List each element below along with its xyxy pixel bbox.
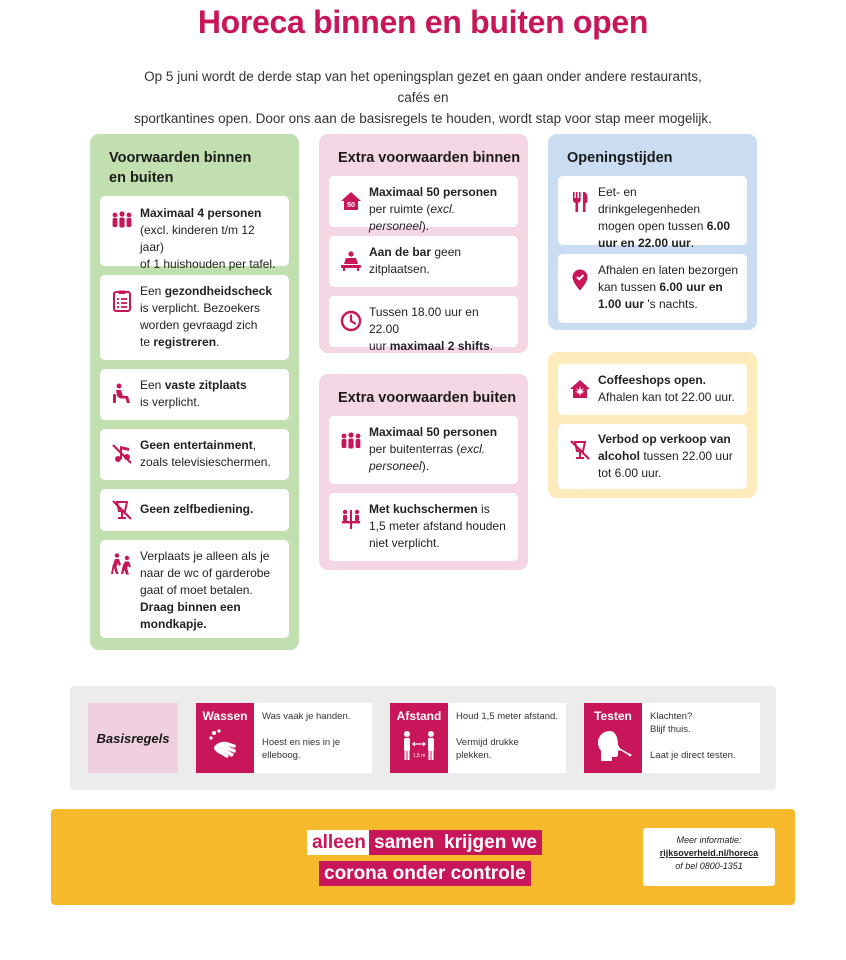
slogan-alleen: alleen: [307, 830, 371, 855]
slogan-banner: [51, 809, 795, 905]
card-max-4: Maximaal 4 personen (excl. kinderen t/m 12 jaar) of 1 huishouden per tafel.: [100, 196, 289, 266]
card-verbod-alcohol: Verbod op verkoop van alcohol tussen 22.00 uur tot 6.00 uur.: [558, 424, 747, 489]
group-people-icon: [110, 209, 134, 233]
test-swab-icon: [596, 729, 632, 765]
card-vaste-zitplaats: Een vaste zitplaats is verplicht.: [100, 369, 289, 420]
no-alcohol-icon: [568, 438, 592, 462]
info-box: Meer informatie: rijksoverheid.nl/horeca of bel 0800-1351: [643, 828, 775, 886]
clock-icon: [339, 309, 363, 333]
extra-buiten-heading: Extra voorwaarden buiten: [338, 390, 517, 406]
page-title: Horeca binnen en buiten open: [197, 4, 649, 40]
clipboard-check-icon: [110, 289, 134, 313]
basisregels-label: Basisregels: [88, 703, 178, 773]
extra-binnen-panel: [319, 134, 528, 353]
coffeeshops-panel: [548, 352, 757, 498]
openingstijden-panel: [548, 134, 757, 330]
bar-person-icon: [339, 249, 363, 273]
slogan-corona: corona onder controle: [319, 861, 531, 886]
walking-people-icon: [110, 552, 134, 576]
cannabis-house-icon: [568, 377, 592, 401]
intro-line-1: Op 5 juni wordt de derde stap van het openingsplan gezet en gaan onder andere restaurants, cafés en: [144, 69, 702, 105]
location-pin-icon: [568, 268, 592, 292]
card-geen-entertainment: Geen entertainment, zoals televisieschermen.: [100, 429, 289, 480]
card-afhalen: Afhalen en laten bezorgen kan tussen 6.00 uur en 1.00 uur 's nachts.: [558, 254, 747, 323]
distance-icon: [402, 729, 436, 767]
slogan-samen: samen: [369, 830, 439, 855]
seated-person-icon: [110, 382, 134, 406]
card-shifts: Tussen 18.00 uur en 22.00 uur maximaal 2 shifts.: [329, 296, 518, 347]
rule-afstand: Afstand 1,5 m Houd 1,5 meter afstand. Vermijd drukke plekken.: [390, 703, 566, 773]
extra-buiten-panel: [319, 374, 528, 570]
info-link[interactable]: rijksoverheid.nl/horeca: [659, 848, 759, 858]
card-eet-drink: Eet- en drinkgelegenheden mogen open tussen 6.00 uur en 22.00 uur.: [558, 176, 747, 245]
basisregels-bar: [70, 686, 776, 790]
svg-text:1,5 m: 1,5 m: [412, 753, 426, 759]
card-kuchschermen: Met kuchschermen is 1,5 meter afstand houden niet verplicht.: [329, 493, 518, 561]
intro-text: [130, 66, 716, 129]
card-geen-zelfbediening: Geen zelfbediening.: [100, 489, 289, 531]
svg-text:50: 50: [347, 202, 355, 209]
no-music-icon: [110, 442, 134, 466]
card-coffeeshops: Coffeeshops open. Afhalen kan tot 22.00 uur.: [558, 364, 747, 415]
rule-wassen: Wassen Was vaak je handen. Hoest en nies in je elleboog.: [196, 703, 372, 773]
no-self-service-icon: [110, 498, 134, 522]
rule-testen-title: Testen: [594, 709, 632, 723]
card-max-50-binnen: 50 Maximaal 50 personen per ruimte (excl. personeel).: [329, 176, 518, 227]
intro-line-2: sportkantines open. Door ons aan de basisregels te houden, wordt stap voor stap meer mogelijk.: [134, 111, 712, 126]
hand-washing-icon: [208, 729, 242, 765]
voorwaarden-panel: [90, 134, 299, 650]
rule-afstand-title: Afstand: [396, 709, 442, 723]
openingstijden-heading: Openingstijden: [567, 150, 673, 166]
card-verplaatsen: Verplaats je alleen als je naar de wc of garderobe gaat of moet betalen. Draag binnen een mondkapje.: [100, 540, 289, 638]
rule-testen: Testen Klachten? Blijf thuis. Laat je direct testen.: [584, 703, 760, 773]
card-aan-de-bar: Aan de bar geen zitplaatsen.: [329, 236, 518, 287]
card-max-50-buiten: Maximaal 50 personen per buitenterras (excl. personeel).: [329, 416, 518, 484]
extra-binnen-heading: Extra voorwaarden binnen: [338, 150, 521, 166]
house-50-icon: [339, 189, 363, 213]
cutlery-icon: [568, 190, 592, 214]
voorwaarden-heading: Voorwaarden binnen en buiten: [109, 150, 252, 186]
card-gezondheidscheck: Een gezondheidscheck is verplicht. Bezoekers worden gevraagd zich te registreren.: [100, 275, 289, 360]
screen-table-icon: [339, 507, 363, 531]
rule-wassen-title: Wassen: [202, 709, 248, 723]
slogan-krijgen-we: krijgen we: [439, 830, 542, 855]
group-people-icon: [339, 430, 363, 454]
